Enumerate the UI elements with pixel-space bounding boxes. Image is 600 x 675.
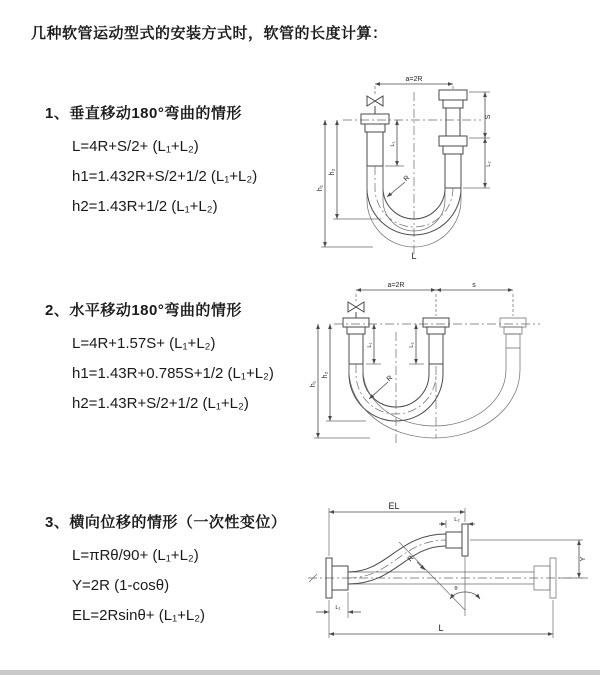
hose-top-wall (348, 534, 446, 572)
hose-outer-wall-moved (349, 348, 520, 438)
dim-label-l2: L₂ (486, 161, 492, 167)
dim-label-h1: h₁ (317, 184, 324, 192)
dim-label-l2: L₂ (409, 342, 415, 348)
left-fitting (343, 318, 369, 364)
dim-label-h2: h₂ (329, 168, 336, 176)
formula-EL: EL=2Rsinθ+ (L₁+L₂) (72, 607, 206, 624)
dim-label-s: s (472, 282, 476, 289)
dim-label-a2r: a=2R (405, 76, 423, 83)
dim-label-theta: θ (454, 586, 458, 592)
formula-Y: Y=2R (1-cosθ) (72, 577, 170, 594)
dim-label-l: L (438, 623, 444, 633)
right-fitting-moved (500, 318, 526, 348)
dim-label-r: R (402, 174, 412, 184)
valve-icon (348, 302, 364, 318)
dim-label-a2r: a=2R (387, 282, 405, 289)
upper-flange (446, 524, 468, 556)
dim-label-l1: L₁ (335, 605, 341, 611)
section-horizontal-movement (45, 299, 274, 425)
dim-label-h2: h₂ (322, 371, 329, 379)
valve-icon (367, 96, 383, 114)
dim-label-r: R (406, 554, 416, 564)
right-fitting (439, 90, 467, 188)
dim-label-l1: L₁ (367, 342, 373, 348)
formula-h2: h2=1.43R+1/2 (L₁+L₂) (72, 198, 218, 215)
section-vertical-movement (45, 102, 257, 228)
diagram-horizontal-u-bend (308, 278, 598, 460)
dim-label-l1: L₁ (390, 141, 396, 147)
formula-h1: h1=1.432R+S/2+1/2 (L₁+L₂) (72, 168, 258, 185)
page-title: 几种软管运动型式的安装方式时，软管的长度计算： (31, 25, 388, 42)
dim-label-r: R (385, 374, 395, 384)
section-lateral-displacement (45, 511, 286, 637)
middle-fitting (423, 318, 449, 364)
section-1-heading: 1、垂直移动180°弯曲的情形 (45, 105, 242, 122)
formula-L: L=πRθ/90+ (L₁+L₂) (72, 547, 199, 564)
hose-inner-wall-moved (363, 348, 506, 426)
dim-label-l: L (411, 251, 417, 261)
formula-L: L=4R+1.57S+ (L₁+L₂) (72, 335, 216, 352)
page-bottom-edge (0, 670, 600, 675)
dim-label-l2: L₂ (454, 517, 460, 523)
dim-label-y: Y (580, 556, 587, 562)
diagram-vertical-u-bend (313, 70, 595, 262)
formula-h2: h2=1.43R+S/2+1/2 (L₁+L₂) (72, 395, 249, 412)
section-2-heading: 2、水平移动180°弯曲的情形 (45, 302, 242, 319)
dim-label-s: S (485, 114, 492, 120)
dim-label-el: EL (388, 501, 400, 511)
dim-label-h1: h₁ (310, 380, 317, 388)
section-3-heading: 3、横向位移的情形（一次性变位） (45, 514, 287, 531)
formula-L: L=4R+S/2+ (L₁+L₂) (72, 138, 199, 155)
diagram-lateral-s-curve (296, 498, 600, 650)
left-fitting (361, 114, 389, 166)
formula-h1: h1=1.43R+0.785S+1/2 (L₁+L₂) (72, 365, 274, 382)
